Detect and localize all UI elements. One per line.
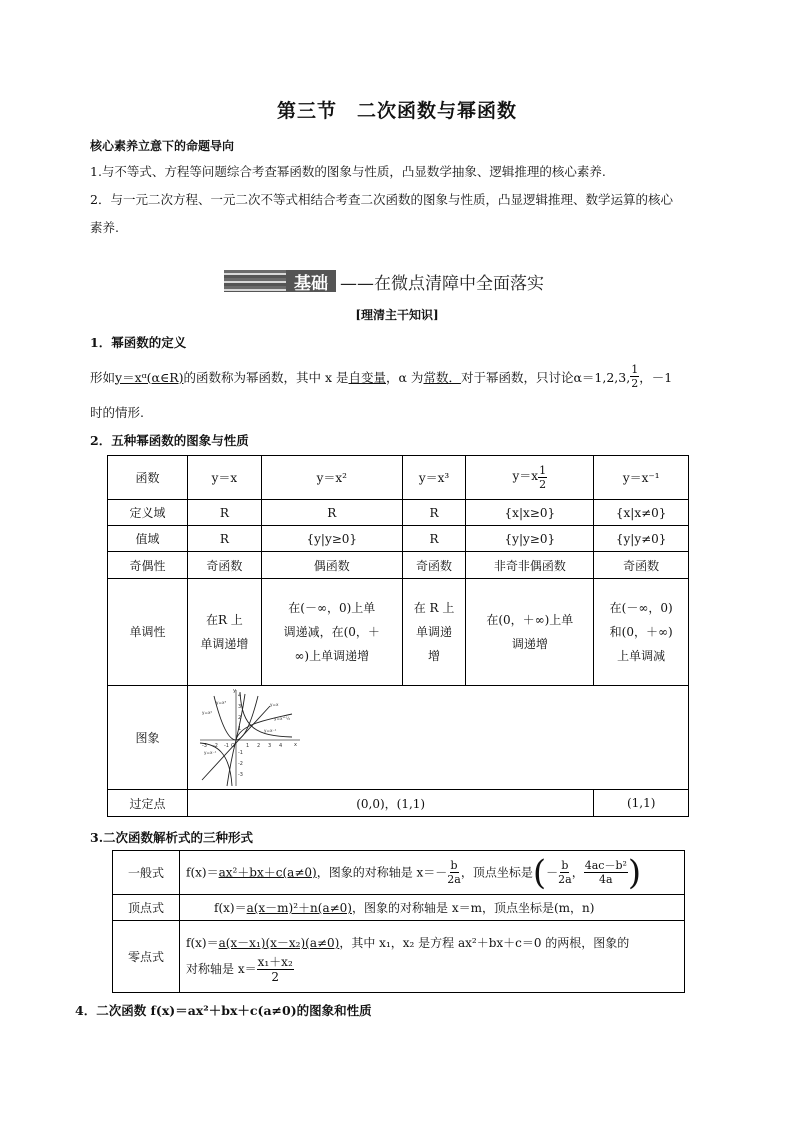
curve-label: y=x (270, 701, 279, 707)
s3-heading: 3.二次函数解析式的三种形式 (90, 830, 254, 845)
header-cell: y＝x³ (402, 456, 466, 500)
half-exponent: $\frac{1}{2}$ (539, 464, 547, 491)
tick-label: -1 (224, 742, 229, 749)
tick-label: -3 (238, 771, 243, 778)
table-cell: 偶函数 (261, 552, 402, 579)
table-cell: {y|y≥0} (261, 526, 402, 552)
table-cell: 在(－∞，0)上单 调递减，在(0，＋ ∞)上单调递增 (261, 579, 402, 686)
tick-label: 4 (279, 742, 283, 749)
table-header-row (108, 456, 689, 500)
table-cell: 在 R 上 单调递 增 (402, 579, 466, 686)
tick-label: 1 (238, 725, 242, 732)
table-cell: {y|y≥0} (466, 526, 594, 552)
header-cell: y＝x⁻¹ (594, 456, 689, 500)
curve-label: y=x⁻¹ (204, 749, 217, 755)
banner-main: 基础 (286, 270, 336, 292)
s1-definition (90, 364, 672, 389)
row-label: 奇偶性 (108, 552, 188, 579)
intro-p2: 2．与一元二次方程、一元二次不等式相结合考查二次函数的图象与性质，凸显逻辑推理、数学运算的核心 (90, 192, 673, 207)
banner-stripe (224, 270, 286, 292)
row-label: 单调性 (108, 579, 188, 686)
s4-heading: 4．二次函数 f(x)＝ax²＋bx＋c(a≠0)的图象和性质 (75, 1003, 372, 1018)
s1-mid3: 对于幂函数，只讨论α＝1,2,3, (460, 369, 631, 385)
axis-label: y (233, 687, 236, 694)
tick-label: -2 (238, 760, 243, 767)
page-title: 第三节 二次函数与幂函数 (276, 100, 517, 122)
s1-formula: y＝xᵅ(α∈R) (115, 369, 184, 385)
row-label: 定义域 (108, 500, 188, 526)
row-label: 过定点 (108, 790, 188, 817)
table-cell: f(x)＝a(x－x₁)(x－x₂)(a≠0)，其中 x₁，x₂ 是方程 ax²＋bx＋c＝0 的两根，图象的 对称轴是 x＝ $\frac{\text{x₁＋x₂}}{2}$ (180, 921, 685, 993)
banner-sub: ——在微点清障中全面落实 (340, 273, 544, 294)
intro-p1: 1.与不等式、方程等问题综合考查幂函数的图象与性质，凸显数学抽象、逻辑推理的核心素养. (90, 164, 606, 179)
intro-heading: 核心素养立意下的命题导向 (90, 139, 235, 153)
header-cell: 函数 (108, 456, 188, 500)
s2-heading: 2．五种幂函数的图象与性质 (90, 433, 249, 448)
tick-label: 3 (268, 742, 272, 749)
table-cell: 在(－∞，0) 和(0，＋∞) 上单调减 (594, 579, 689, 686)
curve-label: y=x⁻¹ (264, 727, 277, 733)
table-cell: R (261, 500, 402, 526)
header-cell: y＝x² (261, 456, 402, 500)
s1-line2: 时的情形. (90, 405, 144, 420)
s1-const: 常数． (423, 369, 461, 385)
curve-label: y=x^½ (274, 715, 291, 721)
row-label: 零点式 (113, 921, 180, 993)
table-cell: (0,0)，(1,1) (188, 790, 594, 817)
table-cell: f(x)＝ax²＋bx＋c(a≠0)，图象的对称轴是 x＝－ $\frac{b}{2a}$ ，顶点坐标是(－ $\frac{b}{2a}$ ， $\frac{\text{4ac－b²}}{4a}$ ) (180, 851, 685, 895)
table-row (113, 895, 685, 921)
table-cell: {x|x≥0} (466, 500, 594, 526)
tick-label: 2 (238, 714, 242, 721)
s1-pre: 形如 (90, 369, 116, 385)
table-row (113, 851, 685, 895)
power-function-table (107, 455, 689, 817)
s1-var: 自变量 (348, 369, 387, 385)
curve-label: y=x² (202, 709, 213, 715)
axis-label: x (294, 741, 297, 748)
table-row (108, 500, 689, 526)
table-cell: {x|x≠0} (594, 500, 689, 526)
table-cell: R (188, 500, 262, 526)
table-row (108, 552, 689, 579)
tick-label: O (231, 742, 235, 749)
row-label: 顶点式 (113, 895, 180, 921)
graph-cell (188, 686, 689, 790)
s1-mid2: ，α 为 (386, 369, 424, 385)
table-row (108, 579, 689, 686)
table-cell: R (402, 526, 466, 552)
table-cell: 奇函数 (188, 552, 262, 579)
table-cell: 在R 上 单调递增 (188, 579, 262, 686)
quadratic-forms-table (112, 850, 685, 993)
intro-p2-cont: 素养. (90, 220, 119, 235)
table-cell: (1,1) (594, 790, 689, 817)
table-cell: 非奇非偶函数 (466, 552, 594, 579)
table-cell: 在(0，＋∞)上单 调递增 (466, 579, 594, 686)
table-row (108, 526, 689, 552)
s1-heading: 1．幂函数的定义 (90, 335, 187, 350)
table-row (108, 790, 689, 817)
tick-label: 3 (238, 703, 242, 710)
subheading: [理清主干知识] (355, 308, 439, 322)
table-cell: R (188, 526, 262, 552)
table-cell: R (402, 500, 466, 526)
table-cell: 奇函数 (402, 552, 466, 579)
tick-label: 1 (246, 742, 250, 749)
table-cell: {y|y≠0} (594, 526, 689, 552)
s1-mid1: 的函数称为幂函数，其中 x 是 (183, 369, 349, 385)
table-cell: 奇函数 (594, 552, 689, 579)
section-banner (224, 268, 544, 294)
row-label: 值域 (108, 526, 188, 552)
power-function-graph (196, 688, 306, 788)
tick-label: 2 (257, 742, 261, 749)
row-label: 图象 (108, 686, 188, 790)
header-cell: y＝x $\frac{1}{2}$ (466, 456, 594, 500)
table-row (108, 686, 689, 790)
table-cell: f(x)＝a(x－m)²＋n(a≠0)，图象的对称轴是 x＝m，顶点坐标是(m，n) (180, 895, 685, 921)
curve-label: y=x³ (216, 699, 227, 705)
s1-half: $\frac{1}{2}$ (631, 363, 639, 390)
header-cell: y＝x (188, 456, 262, 500)
tick-label: 4 (238, 692, 242, 699)
tick-label: -1 (238, 749, 243, 756)
tick-label: -3 (202, 742, 207, 749)
table-row (113, 921, 685, 993)
s1-tail: ，－1 (639, 369, 673, 385)
tick-label: -2 (213, 742, 218, 749)
row-label: 一般式 (113, 851, 180, 895)
